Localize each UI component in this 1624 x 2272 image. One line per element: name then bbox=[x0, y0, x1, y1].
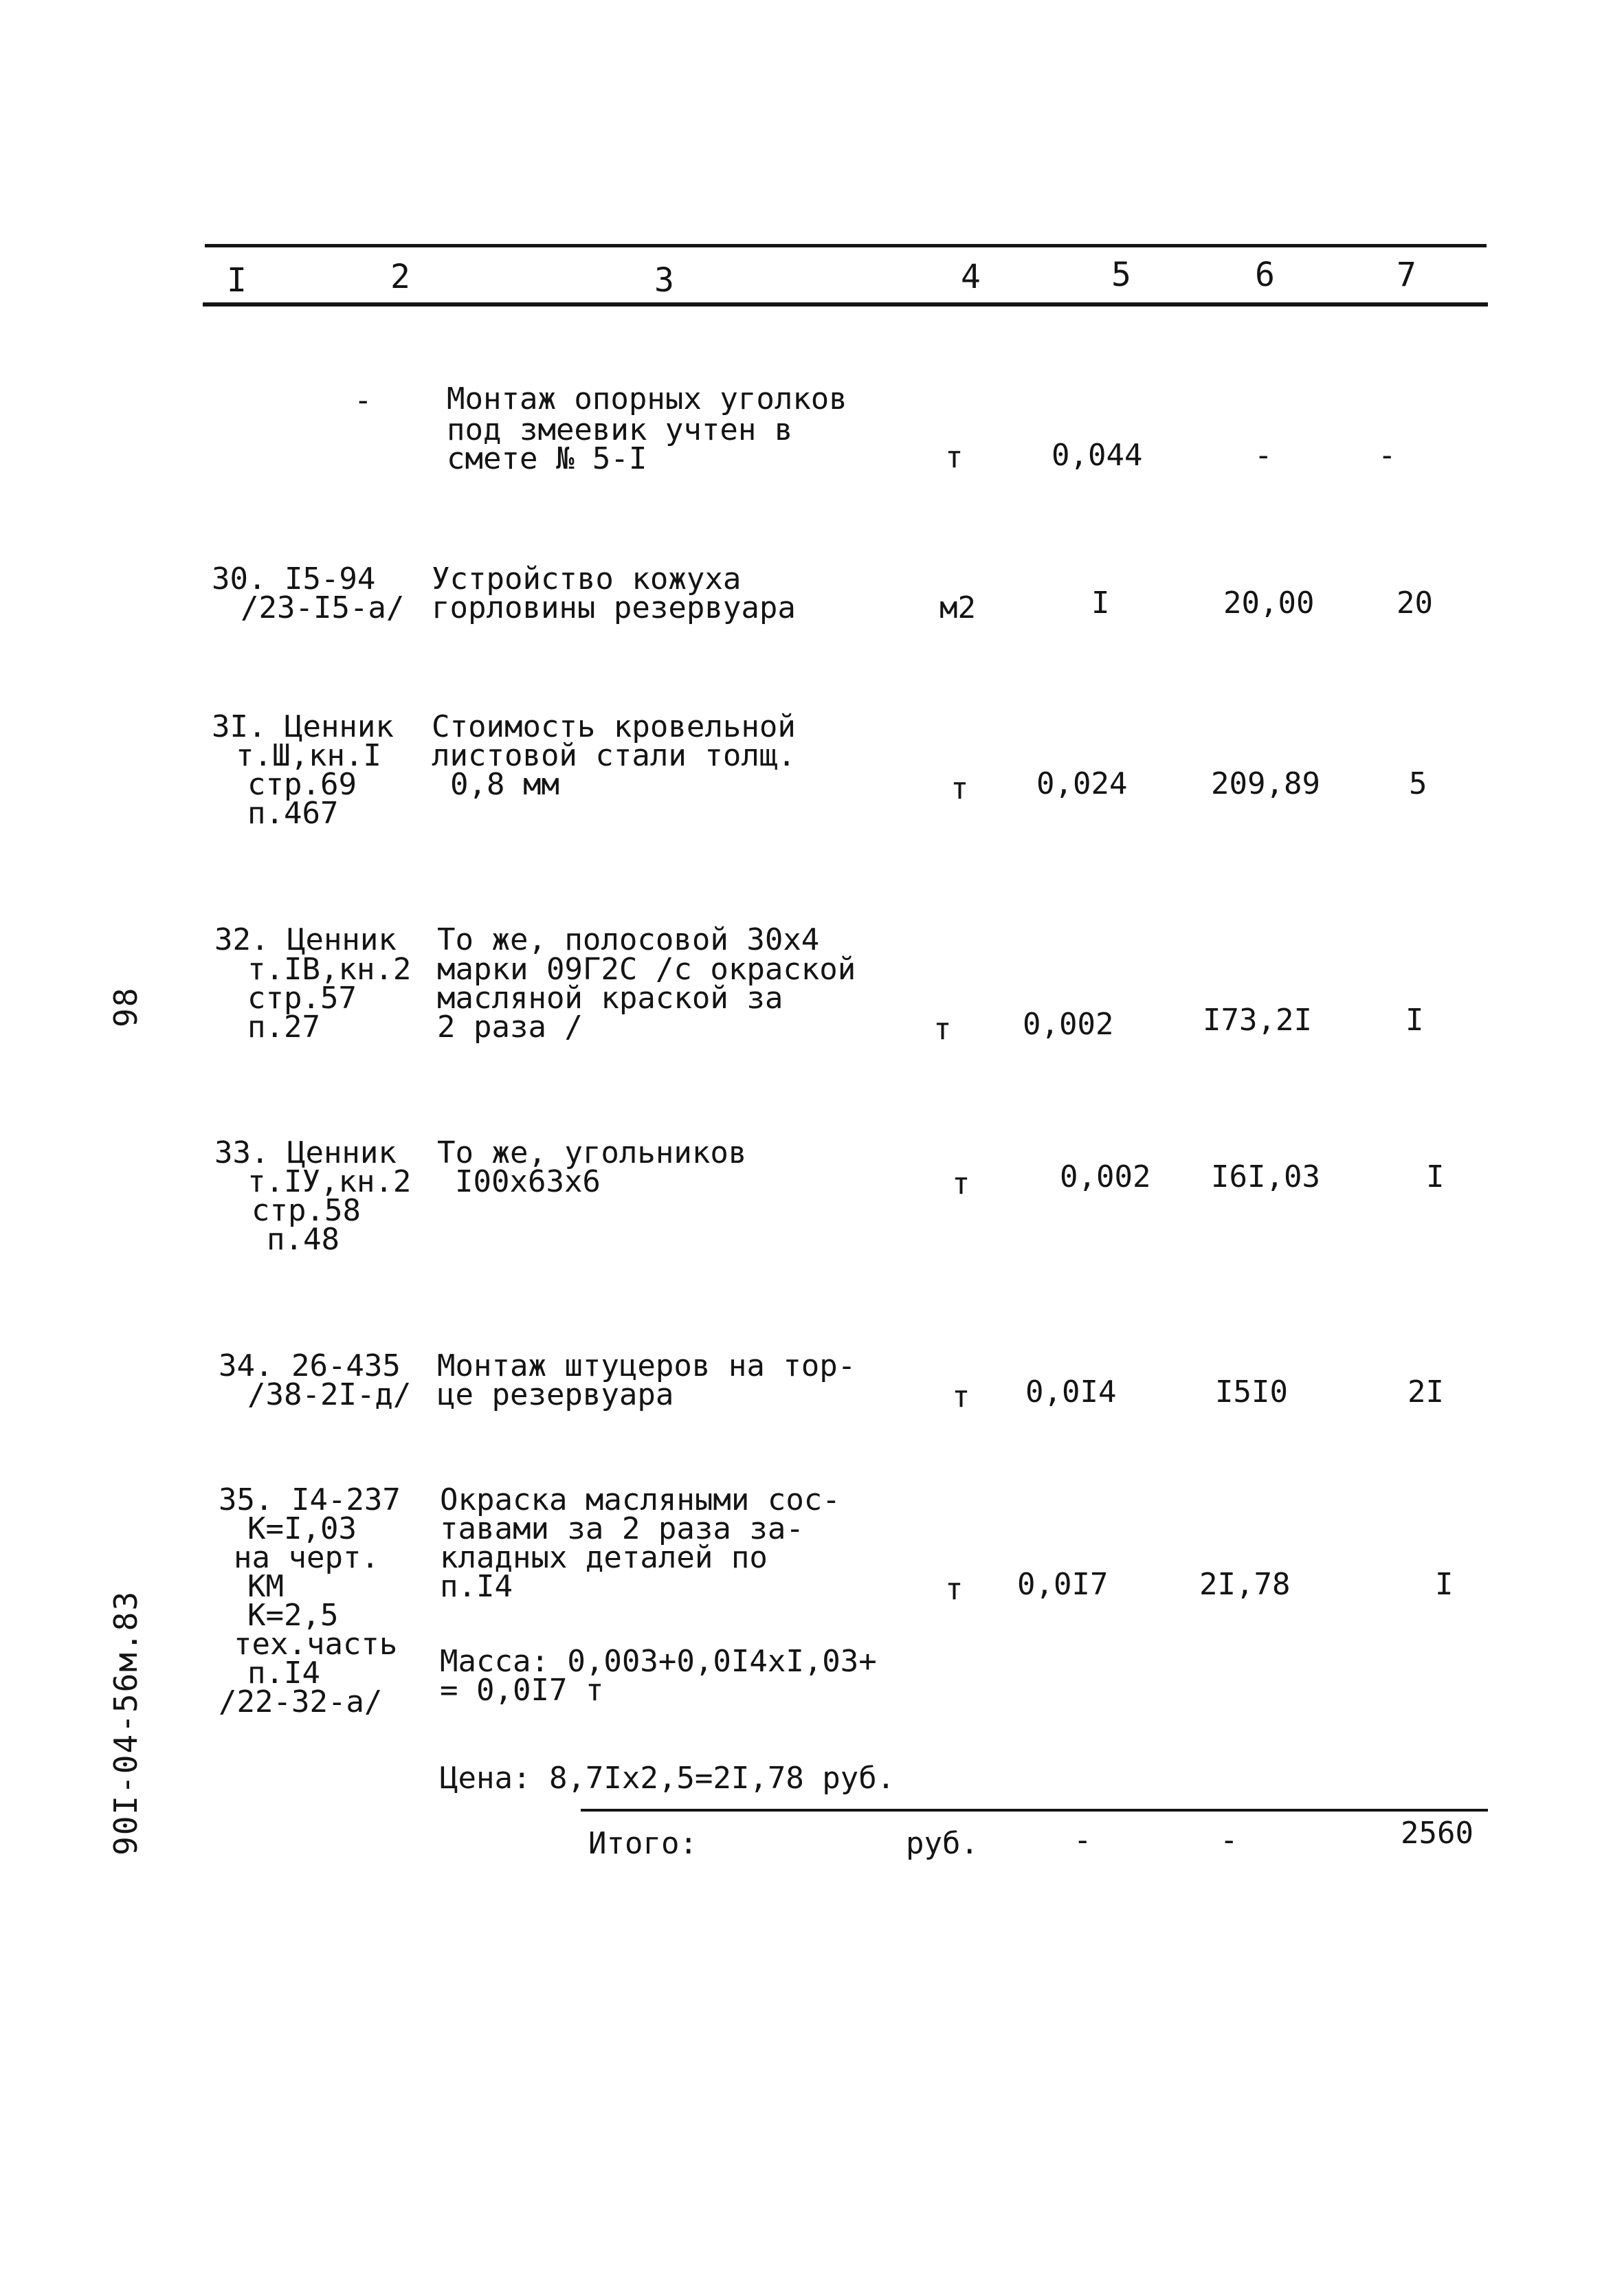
row-35-mass-line-2: = 0,0I7 т bbox=[440, 1673, 604, 1708]
row-30-qty: I bbox=[1091, 586, 1110, 621]
row-0-total: - bbox=[1378, 438, 1397, 473]
row-31-price: 209,89 bbox=[1211, 766, 1320, 801]
row-35-code-line-8: /22-32-а/ bbox=[219, 1684, 383, 1719]
header-top-rule bbox=[205, 244, 1487, 247]
row-35-price-calc: Цена: 8,7Iх2,5=2I,78 руб. bbox=[440, 1761, 896, 1796]
row-35-name-line-3: кладных деталей по bbox=[440, 1540, 768, 1575]
row-0-unit: т bbox=[945, 440, 964, 475]
row-33-qty: 0,002 bbox=[1060, 1159, 1151, 1194]
row-0-price: - bbox=[1254, 438, 1273, 473]
row-34-unit: т bbox=[952, 1379, 970, 1414]
row-30-price: 20,00 bbox=[1223, 586, 1315, 621]
summary-unit: руб. bbox=[906, 1826, 979, 1861]
row-30-name-line-2: горловины резервуара bbox=[432, 590, 796, 625]
col-header-3: 3 bbox=[654, 261, 674, 300]
row-35-code-line-1: 35. I4-237 bbox=[219, 1482, 401, 1517]
row-34-code-line-1: 34. 26-435 bbox=[219, 1348, 401, 1383]
row-32-name-line-3: масляной краской за bbox=[437, 981, 783, 1016]
row-32-qty: 0,002 bbox=[1023, 1007, 1114, 1042]
header-bottom-rule bbox=[203, 302, 1488, 307]
row-34-qty: 0,0I4 bbox=[1025, 1374, 1117, 1410]
row-35-name-line-4: п.I4 bbox=[440, 1569, 513, 1604]
row-30-unit: м2 bbox=[939, 590, 976, 625]
row-33-name-line-2: I00х63х6 bbox=[455, 1164, 601, 1199]
row-33-code-line-3: стр.58 bbox=[252, 1193, 361, 1228]
row-31-code-line-1: 3I. Ценник bbox=[212, 709, 394, 744]
row-31-code-line-4: п.467 bbox=[247, 796, 339, 831]
row-35-name-line-1: Окраска масляными сос- bbox=[440, 1482, 841, 1517]
summary-label: Итого: bbox=[588, 1826, 698, 1861]
row-35-code-line-6: тех.часть bbox=[234, 1627, 398, 1662]
row-35-qty: 0,0I7 bbox=[1017, 1567, 1109, 1602]
row-0-code: - bbox=[354, 383, 372, 418]
row-32-code-line-2: т.IВ,кн.2 bbox=[247, 952, 412, 987]
row-35-code-line-2: К=I,03 bbox=[247, 1511, 357, 1546]
row-34-name-line-1: Монтаж штуцеров на тор- bbox=[437, 1348, 856, 1383]
row-31-code-line-2: т.Ш,кн.I bbox=[236, 738, 381, 773]
row-35-unit: т bbox=[945, 1572, 964, 1607]
row-35-total: I bbox=[1435, 1567, 1454, 1602]
row-34-name-line-2: це резервуара bbox=[437, 1377, 674, 1412]
row-31-name-line-2: листовой стали толщ. bbox=[432, 738, 796, 773]
row-34-price: I5I0 bbox=[1215, 1374, 1288, 1410]
summary-total: 2560 bbox=[1401, 1816, 1473, 1851]
col-header-2: 2 bbox=[390, 258, 410, 296]
row-32-name-line-4: 2 раза / bbox=[437, 1010, 583, 1045]
row-32-code-line-3: стр.57 bbox=[247, 981, 357, 1016]
row-31-name-line-3: 0,8 мм bbox=[450, 767, 559, 802]
row-32-code-line-1: 32. Ценник bbox=[214, 922, 397, 957]
row-35-code-line-4: КМ bbox=[247, 1569, 284, 1604]
row-33-code-line-1: 33. Ценник bbox=[214, 1135, 397, 1170]
row-32-name-line-2: марки 09Г2С /с окраской bbox=[437, 952, 856, 987]
row-30-total: 20 bbox=[1397, 586, 1433, 621]
col-header-4: 4 bbox=[961, 258, 981, 296]
row-35-name-line-2: тавами за 2 раза за- bbox=[440, 1511, 804, 1546]
col-header-1: I bbox=[227, 261, 247, 300]
row-34-total: 2I bbox=[1408, 1374, 1444, 1410]
col-header-5: 5 bbox=[1111, 256, 1131, 294]
document-code: 90I-04-56м.83 bbox=[107, 1590, 144, 1856]
row-32-price: I73,2I bbox=[1203, 1003, 1312, 1038]
row-35-code-line-7: п.I4 bbox=[247, 1656, 320, 1691]
row-31-name-line-1: Стоимость кровельной bbox=[432, 709, 796, 744]
row-31-code-line-3: стр.69 bbox=[247, 767, 357, 802]
col-header-7: 7 bbox=[1397, 256, 1416, 294]
row-33-code-line-4: п.48 bbox=[267, 1222, 340, 1257]
col-header-6: 6 bbox=[1255, 256, 1275, 294]
row-35-code-line-3: на черт. bbox=[234, 1540, 379, 1575]
row-33-price: I6I,03 bbox=[1211, 1159, 1320, 1194]
row-32-code-line-4: п.27 bbox=[247, 1010, 320, 1045]
row-0-name-line-2: под змеевик учтен в bbox=[447, 412, 793, 447]
row-30-code-line-1: 30. I5-94 bbox=[212, 561, 376, 597]
row-0-name-line-1: Монтаж опорных уголков bbox=[447, 381, 847, 416]
row-35-mass-line-1: Масса: 0,003+0,0I4хI,03+ bbox=[440, 1644, 877, 1679]
row-32-unit: т bbox=[933, 1012, 952, 1047]
row-31-total: 5 bbox=[1409, 766, 1427, 801]
row-33-name-line-1: То же, угольников bbox=[437, 1135, 747, 1170]
row-31-qty: 0,024 bbox=[1036, 766, 1128, 801]
row-35-price: 2I,78 bbox=[1199, 1567, 1291, 1602]
summary-qty: - bbox=[1074, 1823, 1092, 1858]
row-32-name-line-1: То же, полосовой 30х4 bbox=[437, 922, 820, 957]
row-32-total: I bbox=[1405, 1003, 1424, 1038]
row-35-code-line-5: К=2,5 bbox=[247, 1598, 339, 1633]
row-33-code-line-2: т.IУ,кн.2 bbox=[247, 1164, 412, 1199]
row-30-name-line-1: Устройство кожуха bbox=[432, 561, 742, 597]
row-31-unit: т bbox=[950, 771, 969, 806]
row-0-qty: 0,044 bbox=[1052, 438, 1143, 473]
page-number: 98 bbox=[107, 986, 144, 1027]
row-30-code-line-2: /23-I5-а/ bbox=[241, 590, 405, 625]
row-0-name-line-3: смете № 5-I bbox=[447, 441, 647, 476]
row-33-total: I bbox=[1426, 1159, 1445, 1194]
summary-rule bbox=[581, 1809, 1488, 1812]
row-33-unit: т bbox=[952, 1166, 970, 1201]
row-34-code-line-2: /38-2I-д/ bbox=[247, 1377, 412, 1412]
summary-price: - bbox=[1220, 1823, 1238, 1858]
